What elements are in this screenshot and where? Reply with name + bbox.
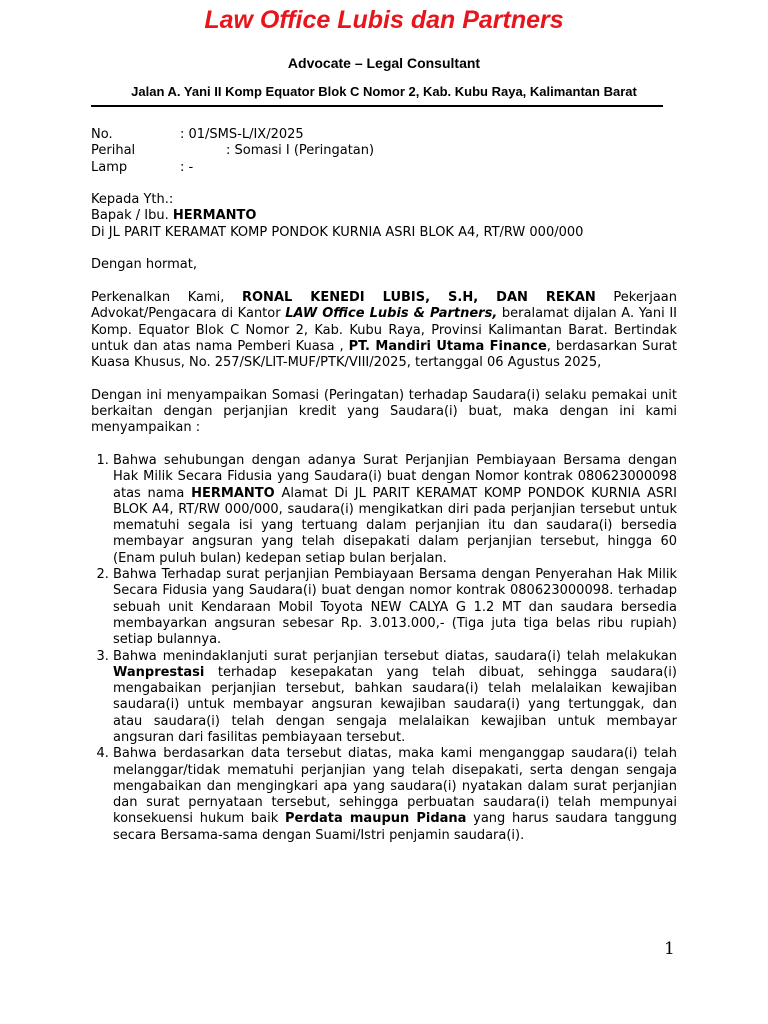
meta-subject-row: [91, 143, 677, 159]
meta-number-row: [91, 127, 677, 143]
recipient-name: HERMANTO: [172, 208, 257, 224]
intro-paragraph: [91, 290, 677, 371]
item3-bold: Wanprestasi: [113, 664, 205, 680]
intro-text-2: Pekerjaan Advokat/Pengacara di Kantor: [91, 289, 677, 322]
item1-text-1: Bahwa sehubungan dengan adanya Surat Perjanjian Pembiayaan Bersama dengan Hak Milik Secara Fidusia yang Saudara(i) buat dengan Nomor kontrak 080623000098 atas nama: [113, 452, 677, 501]
letterhead-subtitle: Advocate – Legal Consultant: [287, 55, 481, 71]
item3-text-2: terhadap kesepakatan yang telah dibuat, sehingga saudara(i) mengabaikan perjanjian tersebut, bahkan saudara(i) telah melalaikan kewajiban saudara(i) untuk membayar angsuran kewajiban saudara(i) yang tertunggak, dan atau saudara(i) telah dengan sengaja melalaikan kewajiban untuk membayar angsuran dari fasilitas pembiayaan tersebut.: [113, 664, 677, 745]
somasi-paragraph: Dengan ini menyampaikan Somasi (Peringatan) terhadap Saudara(i) selaku pemakai unit berkaitan dengan perjanjian kredit yang Saudara(i) buat, maka dengan ini kami menyampaikan :: [91, 387, 677, 436]
letterhead-title: Law Office Lubis dan Partners: [204, 6, 564, 34]
list-item: 2. Bahwa Terhadap surat perjanjian Pembiayaan Bersama dengan Penyerahan Hak Milik Secara Fidusia yang Saudara(i) buat dengan nomor kontrak 080623000098. terhadap sebuah unit Kendaraan Mobil Toyota NEW CALYA G 1.2 MT dan saudara bersedia membayarkan angsuran sebesar Rp. 3.013.000,- (Tiga juta tiga belas ribu rupiah) setiap bulannya.: [113, 567, 677, 648]
salutation: Dengan hormat,: [91, 257, 198, 273]
list-item: [113, 649, 677, 747]
item4-bold: Perdata maupun Pidana: [284, 811, 467, 827]
list-item: [113, 746, 677, 844]
page-number: 1: [664, 939, 675, 959]
letter-body: [91, 127, 677, 844]
recipient-prefix: Bapak / Ibu.: [91, 208, 173, 224]
item4-text-2: yang harus saudara tanggung secara Bersama-sama dengan Suami/Istri penjamin saudara(i).: [113, 811, 677, 843]
recipient-address: Di JL PARIT KERAMAT KOMP PONDOK KURNIA ASRI BLOK A4, RT/RW 000/000: [91, 224, 584, 240]
list-item: [113, 453, 677, 567]
intro-text-4: , berdasarkan Surat Kuasa Khusus, No. 257/SK/LIT-MUF/PTK/VIII/2025, tertanggal 06 Agustus 2025,: [91, 338, 677, 371]
letterhead-address: Jalan A. Yani II Komp Equator Blok C Nomor 2, Kab. Kubu Raya, Kalimantan Barat: [131, 84, 637, 99]
recipient-line: [91, 208, 677, 224]
lawyer-name: RONAL KENEDI LUBIS, S.H, DAN REKAN: [242, 289, 596, 305]
recipient-greeting: Kepada Yth.:: [91, 192, 174, 208]
item4-text-1: Bahwa berdasarkan data tersebut diatas, maka kami menganggap saudara(i) telah melanggar/tidak mematuhi perjanjian yang telah disepakati, serta dengan sengaja mengabaikan dan mengingkari apa yang saudara(i) nyatakan dalam surat perjanjian dan surat pernyataan tersebut, sehingga perbuatan saudara(i) telah mempunyai konsekuensi hukum baik: [113, 746, 677, 827]
letterhead-divider: [91, 105, 663, 107]
intro-text-1: Perkenalkan Kami,: [91, 289, 242, 305]
meta-subject-value: : Somasi I (Peringatan): [226, 143, 375, 159]
item1-name: HERMANTO: [191, 485, 275, 501]
points-list: [91, 453, 677, 844]
meta-attachment-value: : -: [180, 159, 194, 175]
meta-number-value: : 01/SMS-L/IX/2025: [180, 127, 304, 142]
meta-subject-label: Perihal: [91, 143, 136, 159]
law-office-name: LAW Office Lubis & Partners,: [285, 306, 498, 322]
item1-text-2: Alamat Di JL PARIT KERAMAT KOMP PONDOK KURNIA ASRI BLOK A4, RT/RW 000/000, saudara(i) mengikatkan diri pada perjanjian tersebut untuk mematuhi segala isi yang tertuang dalam perjanjian itu dan saudara(i) bersedia membayar angsuran yang telah disepakati dalam perjanjian tersebut, hingga 60 (Enam puluh bulan) kedepan setiap bulan berjalan.: [113, 485, 678, 566]
meta-number-label: No.: [91, 127, 113, 142]
meta-attachment-label: Lamp: [91, 159, 128, 175]
client-name: PT. Mandiri Utama Finance: [348, 338, 547, 354]
item3-text-1: Bahwa menindaklanjuti surat perjanjian tersebut diatas, saudara(i) telah melakukan: [113, 648, 677, 664]
intro-text-3: beralamat dijalan A. Yani II Komp. Equator Blok C Nomor 2, Kab. Kubu Raya, Provinsi Kalimantan Barat. Bertindak untuk dan atas nama Pemberi Kuasa ,: [91, 306, 677, 354]
meta-attachment-row: [91, 160, 677, 176]
